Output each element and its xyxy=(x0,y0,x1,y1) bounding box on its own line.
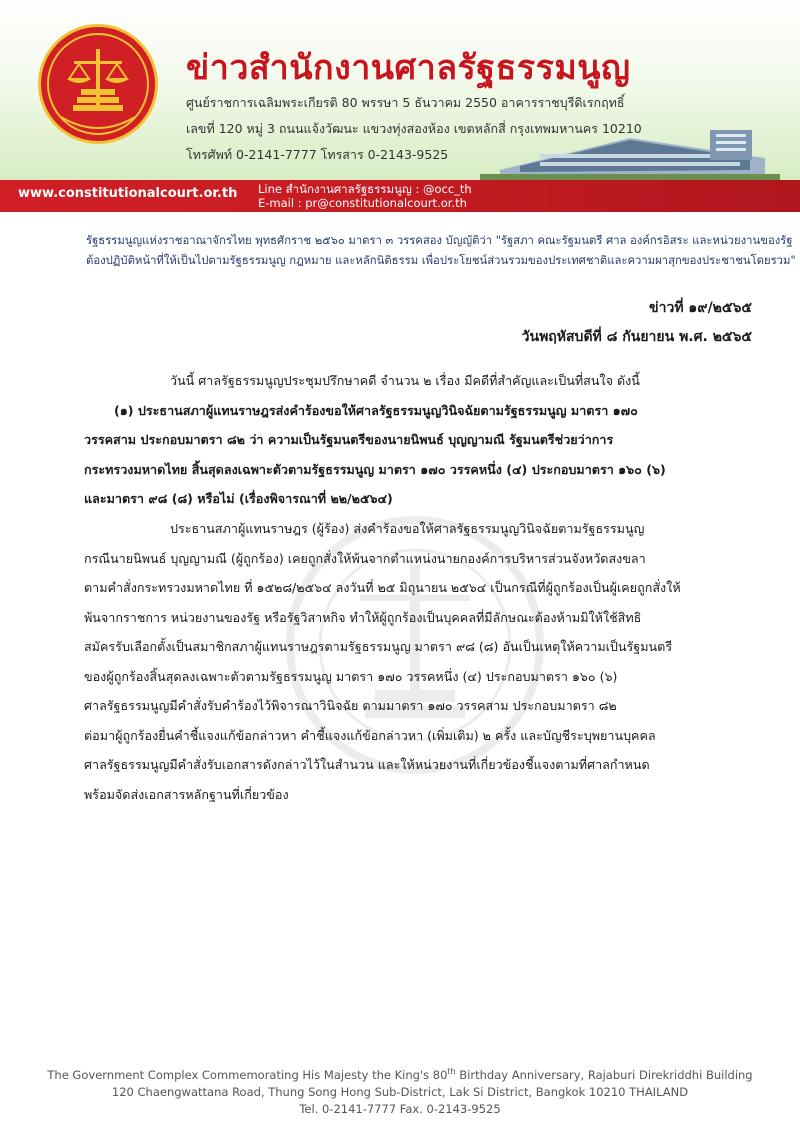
case-heading-line: (๑) ประธานสภาผู้แทนราษฎรส่งคำร้องขอให้ศาลรัฐธรรมนูญวินิจฉัยตามรัฐธรรมนูญ มาตรา ๑๗๐ xyxy=(114,402,638,418)
letterhead xyxy=(0,0,800,180)
article-body xyxy=(84,366,764,514)
seal-emblem-icon xyxy=(41,27,155,141)
case-heading-line: และมาตรา ๙๘ (๘) หรือไม่ (เรื่องพิจารณาที่ ๒๒/๒๕๖๔) xyxy=(84,491,393,506)
footer-line-1 xyxy=(0,1063,800,1084)
footer-line-1-text: The Government Complex Commemorating His Majesty the King's 80 xyxy=(47,1067,448,1082)
intro-paragraph: วันนี้ ศาลรัฐธรรมนูญประชุมปรึกษาคดี จำนวน ๒ เรื่อง มีคดีที่สำคัญและเป็นที่สนใจ ดังนี้ xyxy=(170,373,640,388)
phone-line: โทรศัพท์ 0-2141-7777 โทรสาร 0-2143-9525 xyxy=(186,147,449,162)
contact-bar xyxy=(0,180,800,212)
website-link[interactable]: www.constitutionalcourt.or.th xyxy=(18,186,238,201)
case-body-line: ประธานสภาผู้แทนราษฎร (ผู้ร้อง) ส่งคำร้องขอให้ศาลรัฐธรรมนูญวินิจฉัยตามรัฐธรรมนูญ xyxy=(170,521,645,536)
news-date: วันพฤหัสบดีที่ ๘ กันยายน พ.ศ. ๒๕๖๕ xyxy=(521,329,752,345)
footer-line-2: 120 Chaengwattana Road, Thung Song Hong Sub-District, Lak Si District, Bangkok 10210 THAILAND xyxy=(111,1084,689,1099)
footer-address xyxy=(0,1063,800,1118)
case-body-line: ของผู้ถูกร้องสิ้นสุดลงเฉพาะตัวตามรัฐธรรมนูญ มาตรา ๑๗๐ วรรคหนึ่ง (๔) ประกอบมาตรา ๑๖๐ (๖) xyxy=(84,668,618,684)
page-title: ข่าวสำนักงานศาลรัฐธรรมนูญ xyxy=(186,48,631,88)
case-body-line: ศาลรัฐธรรมนูญมีคำสั่งรับคำร้องไว้พิจารณาวินิจฉัย ตามมาตรา ๑๗๐ วรรคสาม ประกอบมาตรา ๘๒ xyxy=(84,698,617,713)
footer-line-1-text-end: Birthday Anniversary, Rajaburi Direkriddhi Building xyxy=(455,1067,753,1082)
news-number: ข่าวที่ ๑๙/๒๕๖๕ xyxy=(649,300,752,316)
line-contact: Line สำนักงานศาลรัฐธรรมนูญ : @occ_th xyxy=(258,182,472,196)
email-link[interactable]: E-mail : pr@constitutionalcourt.or.th xyxy=(258,196,467,210)
case-heading-line: วรรคสาม ประกอบมาตรา ๘๒ ว่า ความเป็นรัฐมนตรีของนายนิพนธ์ บุญญามณี รัฐมนตรีช่วยว่าการ xyxy=(84,432,614,447)
case-body-line: ต่อมาผู้ถูกร้องยื่นคำชี้แจงแก้ข้อกล่าวหา คำชี้แจงแก้ข้อกล่าวหา (เพิ่มเติม) ๒ ครั้ง และบัญชีระบุพยานบุคคล xyxy=(84,727,656,743)
address-line-1: ศูนย์ราชการเฉลิมพระเกียรติ 80 พรรษา 5 ธันวาคม 2550 อาคารราชบุรีดิเรกฤทธิ์ xyxy=(186,95,625,110)
court-seal-logo xyxy=(38,24,158,144)
footer-superscript: th xyxy=(447,1067,456,1076)
case-body-line: ตามคำสั่งกระทรวงมหาดไทย ที่ ๑๕๒๘/๒๕๖๔ ลงวันที่ ๒๕ มิถุนายน ๒๕๖๔ เป็นกรณีที่ผู้ถูกร้องเป็นผู้เคยถูกสั่งให้ xyxy=(84,580,681,595)
case-body-line: ศาลรัฐธรรมนูญมีคำสั่งรับเอกสารดังกล่าวไว้ในสำนวน และให้หน่วยงานที่เกี่ยวข้องชี้แจงตามที่ศาลกำหนด xyxy=(84,757,650,772)
case-body xyxy=(84,514,764,809)
constitution-quote xyxy=(86,231,796,271)
footer-line-3: Tel. 0-2141-7777 Fax. 0-2143-9525 xyxy=(299,1101,501,1116)
quote-line-1: รัฐธรรมนูญแห่งราชอาณาจักรไทย พุทธศักราช ๒๕๖๐ มาตรา ๓ วรรคสอง บัญญัติว่า "รัฐสภา คณะรัฐมนตรี ศาล องค์กรอิสระ และหน่วยงานของรัฐ xyxy=(86,234,793,247)
case-body-line: กรณีนายนิพนธ์ บุญญามณี (ผู้ถูกร้อง) เคยถูกสั่งให้พ้นจากตำแหน่งนายกองค์การบริหารส่วนจังหวัดสงขลา xyxy=(84,550,646,566)
address-line-2: เลขที่ 120 หมู่ 3 ถนนแจ้งวัฒนะ แขวงทุ่งสองห้อง เขตหลักสี่ กรุงเทพมหานคร 10210 xyxy=(186,121,642,136)
case-heading-line: กระทรวงมหาดไทย สิ้นสุดลงเฉพาะตัวตามรัฐธรรมนูญ มาตรา ๑๗๐ วรรคหนึ่ง (๔) ประกอบมาตรา ๑๖๐ (๖) xyxy=(84,461,666,477)
court-building-icon xyxy=(480,110,780,180)
quote-line-2: ต้องปฏิบัติหน้าที่ให้เป็นไปตามรัฐธรรมนูญ กฎหมาย และหลักนิติธรรม เพื่อประโยชน์ส่วนรวมของประเทศชาติและความผาสุกของประชาชนโดยรวม" xyxy=(86,254,796,267)
case-body-line: พร้อมจัดส่งเอกสารหลักฐานที่เกี่ยวข้อง xyxy=(84,786,289,802)
case-body-line: พ้นจากราชการ หน่วยงานของรัฐ หรือรัฐวิสาหกิจ ทำให้ผู้ถูกร้องเป็นบุคคลที่มีลักษณะต้องห้ามมิให้ใช้สิทธิ xyxy=(84,609,642,625)
case-body-line: สมัครรับเลือกตั้งเป็นสมาชิกสภาผู้แทนราษฎรตามรัฐธรรมนูญ มาตรา ๙๘ (๘) อันเป็นเหตุให้ความเป็นรัฐมนตรี xyxy=(84,639,673,654)
